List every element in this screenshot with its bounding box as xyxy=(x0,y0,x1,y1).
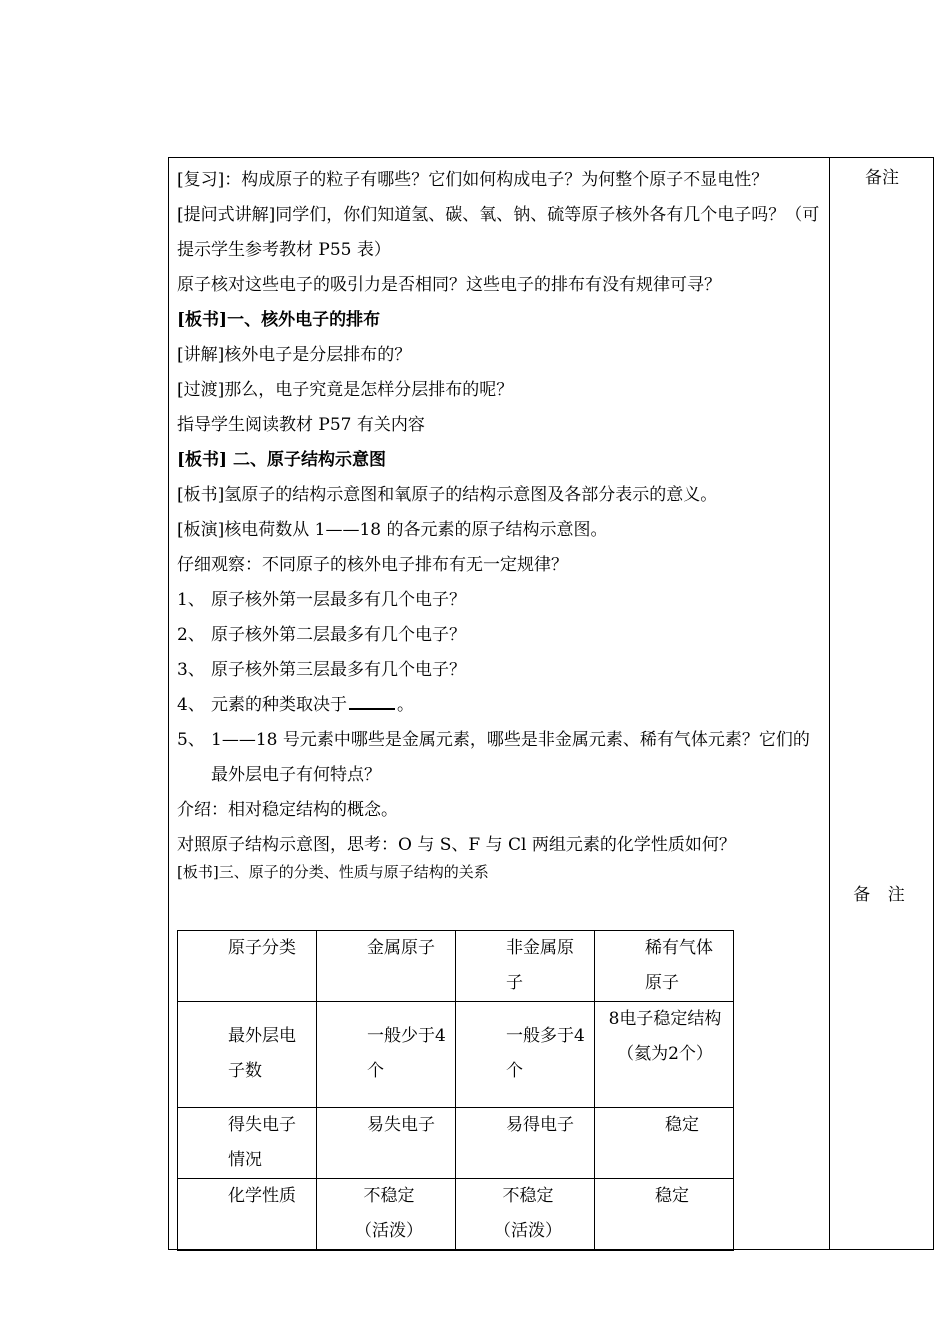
board-heading-1: [板书]一、核外电子的排布 xyxy=(177,310,381,330)
question-text: 1——18 号元素中哪些是金属元素，哪些是非金属元素、稀有气体元素？它们的最外层电子有何特点？ xyxy=(211,730,810,785)
remarks-label-middle: 备 注 xyxy=(853,885,911,905)
question-end-punctuation: 。 xyxy=(397,695,414,715)
table-row xyxy=(178,1002,734,1108)
question-item xyxy=(177,723,823,793)
fill-in-blank xyxy=(349,690,395,710)
lesson-content xyxy=(177,163,823,884)
table-cell: 稳定 xyxy=(595,1179,734,1251)
review-text: [复习]：构成原子的粒子有哪些？它们如何构成电子？为何整个原子不显电性？ xyxy=(177,170,769,190)
table-cell: 金属原子 xyxy=(317,931,456,1002)
intro-text: 介绍：相对稳定结构的概念。 xyxy=(177,800,398,820)
board-demo-text: [板演]核电荷数从 1——18 的各元素的原子结构示意图。 xyxy=(177,520,608,540)
board-hydrogen-oxygen-text: [板书]氢原子的结构示意图和氧原子的结构示意图及各部分表示的意义。 xyxy=(177,485,718,505)
table-cell: 易失电子 xyxy=(317,1108,456,1179)
question-item xyxy=(177,618,823,653)
table-cell: 8电子稳定结构（氦为2个） xyxy=(595,1002,734,1108)
question-item xyxy=(177,653,823,688)
board-heading-2: [板书] 二、原子结构示意图 xyxy=(177,450,387,470)
question-text: 原子核外第二层最多有几个电子？ xyxy=(211,625,466,645)
question-text: 原子核外第三层最多有几个电子？ xyxy=(211,660,466,680)
question-text: 原子核外第一层最多有几个电子？ xyxy=(211,590,466,610)
remarks-label-top: 备注 xyxy=(865,168,899,188)
table-cell: 最外层电子数 xyxy=(178,1002,317,1108)
transition-text: [过渡]那么，电子究竟是怎样分层排布的呢？ xyxy=(177,380,514,400)
table-row xyxy=(178,1108,734,1179)
observe-text: 仔细观察：不同原子的核外电子排布有无一定规律？ xyxy=(177,555,568,575)
table-cell: 非金属原子 xyxy=(456,931,595,1002)
column-divider xyxy=(829,157,830,1250)
guide-reading-text: 指导学生阅读教材 P57 有关内容 xyxy=(177,415,425,435)
question-lecture-text: [提问式讲解]同学们，你们知道氢、碳、氧、钠、硫等原子核外各有几个电子吗？（可提示学生参考教材 P55 表） xyxy=(177,205,820,260)
table-cell: 不稳定（活泼） xyxy=(456,1179,595,1251)
board-heading-3: [板书]三、原子的分类、性质与原子结构的关系 xyxy=(177,863,489,881)
question-item xyxy=(177,688,823,723)
lecture-layers-text: [讲解]核外电子是分层排布的？ xyxy=(177,345,412,365)
compare-text: 对照原子结构示意图，思考：O 与 S、F 与 Cl 两组元素的化学性质如何？ xyxy=(177,835,736,855)
question-number: 3、 xyxy=(177,660,205,680)
question-number: 1、 xyxy=(177,590,205,610)
table-cell: 不稳定（活泼） xyxy=(317,1179,456,1251)
table-cell: 稳定 xyxy=(595,1108,734,1179)
table-cell: 一般多于4个 xyxy=(456,1002,595,1108)
question-item xyxy=(177,583,823,618)
question-text: 元素的种类取决于 xyxy=(211,695,347,715)
question-number: 2、 xyxy=(177,625,205,645)
attraction-question-text: 原子核对这些电子的吸引力是否相同？这些电子的排布有没有规律可寻？ xyxy=(177,275,721,295)
table-cell: 得失电子情况 xyxy=(178,1108,317,1179)
atom-classification-table xyxy=(177,930,734,1251)
table-row xyxy=(178,1179,734,1251)
table-cell: 化学性质 xyxy=(178,1179,317,1251)
table-cell: 稀有气体原子 xyxy=(595,931,734,1002)
question-number: 4、 xyxy=(177,695,205,715)
table-row xyxy=(178,931,734,1002)
question-number: 5、 xyxy=(177,730,205,750)
table-cell: 一般少于4个 xyxy=(317,1002,456,1108)
table-cell: 原子分类 xyxy=(178,931,317,1002)
table-cell: 易得电子 xyxy=(456,1108,595,1179)
